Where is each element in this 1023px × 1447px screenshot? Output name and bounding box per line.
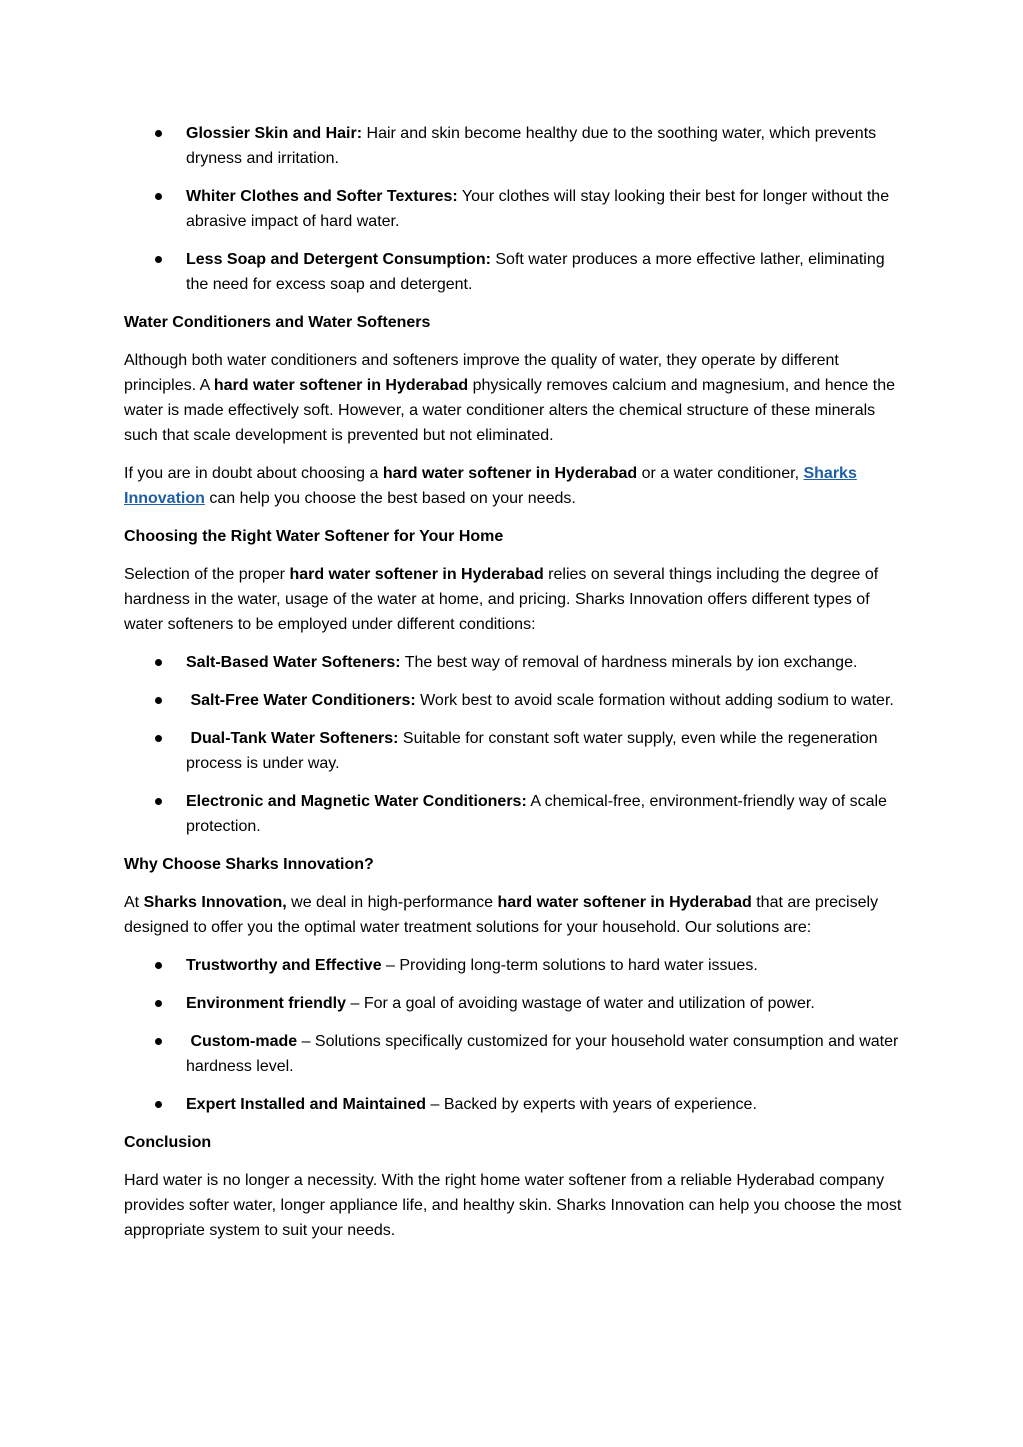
list-item-term: Expert Installed and Maintained bbox=[186, 1096, 427, 1113]
list-item-term: Custom-made bbox=[186, 1033, 298, 1050]
section-heading-why-choose: Why Choose Sharks Innovation? bbox=[124, 856, 374, 873]
text-run: can help you choose the best based on your needs. bbox=[204, 490, 576, 507]
list-item-text: Soft water produces a more effective lather, eliminating the need for excess soap and detergent. bbox=[186, 251, 885, 293]
list-item bbox=[124, 650, 904, 675]
section-heading-choosing: Choosing the Right Water Softener for Your Home bbox=[124, 528, 504, 545]
bold-keyword: hard water softener in Hyderabad bbox=[382, 465, 638, 482]
paragraph-conditioners bbox=[124, 348, 904, 448]
list-item bbox=[124, 789, 904, 839]
bullet-icon bbox=[155, 962, 162, 969]
list-item-text: Suitable for constant soft water supply, even while the regeneration process is under way. bbox=[186, 730, 878, 772]
bold-keyword: hard water softener in Hyderabad bbox=[213, 377, 469, 394]
list-item-term: Environment friendly bbox=[186, 995, 347, 1012]
sharks-innovation-link[interactable]: Sharks Innovation bbox=[124, 465, 857, 507]
list-item bbox=[124, 1092, 904, 1117]
paragraph-choice bbox=[124, 461, 904, 511]
bold-keyword: hard water softener in Hyderabad bbox=[497, 894, 752, 911]
bullet-icon bbox=[155, 659, 162, 666]
paragraph-conclusion: Hard water is no longer a necessity. With the right home water softener from a reliable Hyderabad company provides softer water, longer appliance life, and healthy skin. Sharks Innovation can help you choose the most appropriate system to suit your needs. bbox=[124, 1172, 902, 1239]
bullet-icon bbox=[155, 697, 162, 704]
bullet-icon bbox=[155, 1000, 162, 1007]
list-item bbox=[124, 953, 904, 978]
list-item bbox=[124, 991, 904, 1016]
list-item bbox=[124, 726, 904, 776]
list-item-text: – For a goal of avoiding wastage of water and utilization of power. bbox=[346, 995, 815, 1012]
list-item bbox=[124, 247, 904, 297]
list-item-term: Less Soap and Detergent Consumption: bbox=[186, 251, 491, 268]
list-item-text: A chemical-free, environment-friendly way of scale protection. bbox=[186, 793, 887, 835]
bullet-icon bbox=[155, 130, 162, 137]
list-item-text: Hair and skin become healthy due to the soothing water, which prevents dryness and irritation. bbox=[186, 125, 877, 167]
bullet-icon bbox=[155, 735, 162, 742]
bullet-icon bbox=[155, 1038, 162, 1045]
list-item-term: Glossier Skin and Hair: bbox=[186, 125, 363, 142]
list-item-term: Dual-Tank Water Softeners: bbox=[186, 730, 399, 747]
list-item-text: – Providing long-term solutions to hard water issues. bbox=[381, 957, 758, 974]
paragraph-why-choose bbox=[124, 890, 904, 940]
list-item-term: Electronic and Magnetic Water Conditioners: bbox=[186, 793, 527, 810]
text-run: Although both water conditioners and softeners improve the quality of water, they operate by different principles. A bbox=[124, 352, 839, 394]
list-item-term: Trustworthy and Effective bbox=[186, 957, 382, 974]
list-item-text: Your clothes will stay looking their best for longer without the abrasive impact of hard water. bbox=[186, 188, 890, 230]
text-run: physically removes calcium and magnesium, and hence the water is made effectively soft. However, a water conditioner alters the chemical structure of these minerals such that scale development is prevented but not eliminated. bbox=[124, 377, 896, 444]
list-item-text: – Solutions specifically customized for your household water consumption and water hardness level. bbox=[186, 1033, 899, 1075]
bold-keyword: hard water softener in Hyderabad bbox=[289, 566, 544, 583]
list-item bbox=[124, 184, 904, 234]
list-item-term: Salt-Based Water Softeners: bbox=[186, 654, 401, 671]
bold-keyword: Sharks Innovation, bbox=[143, 894, 287, 911]
list-item-text: – Backed by experts with years of experience. bbox=[426, 1096, 757, 1113]
text-run: relies on several things including the degree of hardness in the water, usage of the water at home, and pricing. Sharks Innovation offers different types of water softeners to be employed under different conditions: bbox=[124, 566, 879, 633]
text-run: that are precisely designed to offer you the optimal water treatment solutions for your household. Our solutions are: bbox=[124, 894, 879, 936]
section-heading-conditioners: Water Conditioners and Water Softeners bbox=[124, 314, 431, 331]
list-item bbox=[124, 688, 904, 713]
list-item-term: Whiter Clothes and Softer Textures: bbox=[186, 188, 458, 205]
list-item-term: Salt-Free Water Conditioners: bbox=[186, 692, 416, 709]
text-run: At bbox=[124, 894, 144, 911]
document-page bbox=[124, 121, 904, 1256]
text-run: If you are in doubt about choosing a bbox=[124, 465, 383, 482]
section-heading-conclusion: Conclusion bbox=[124, 1134, 212, 1151]
text-run: Selection of the proper bbox=[124, 566, 290, 583]
bullet-icon bbox=[155, 798, 162, 805]
text-run: or a water conditioner, bbox=[637, 465, 804, 482]
text-run: we deal in high-performance bbox=[286, 894, 498, 911]
softener-types-list bbox=[124, 650, 904, 839]
bullet-icon bbox=[155, 256, 162, 263]
benefits-list bbox=[124, 121, 904, 297]
bullet-icon bbox=[155, 1101, 162, 1108]
list-item-text: The best way of removal of hardness minerals by ion exchange. bbox=[400, 654, 858, 671]
solutions-list bbox=[124, 953, 904, 1117]
paragraph-choosing bbox=[124, 562, 904, 637]
list-item-text: Work best to avoid scale formation without adding sodium to water. bbox=[415, 692, 894, 709]
list-item bbox=[124, 1029, 904, 1079]
list-item bbox=[124, 121, 904, 171]
bullet-icon bbox=[155, 193, 162, 200]
